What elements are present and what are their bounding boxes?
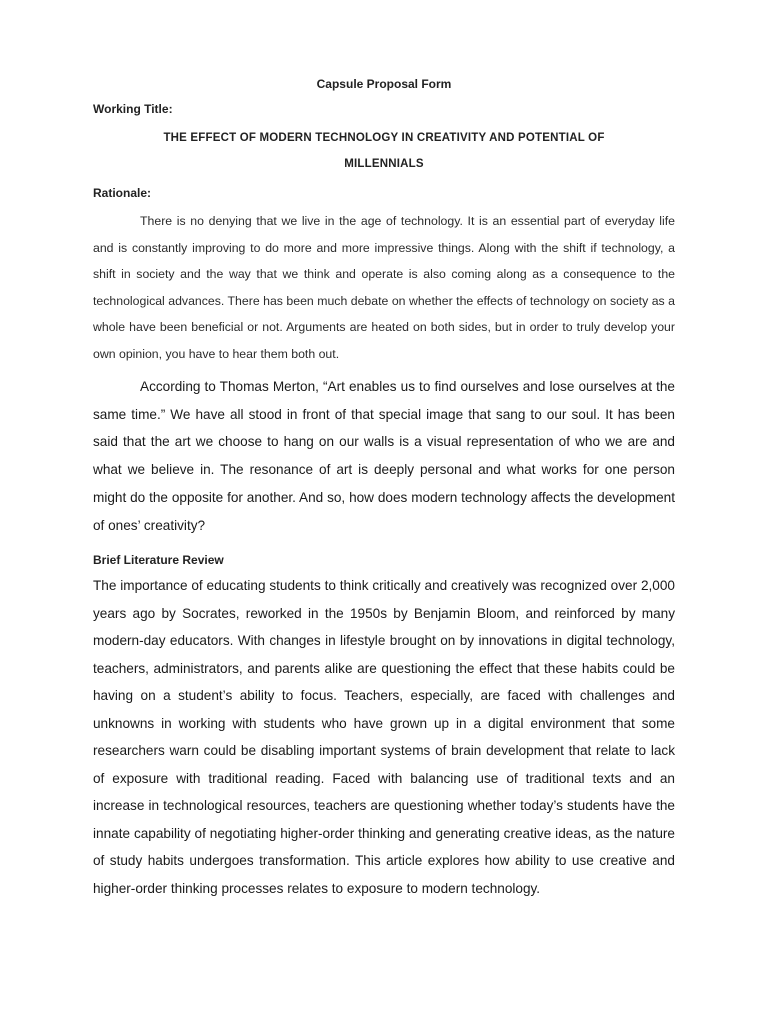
literature-review-paragraph: The importance of educating students to think critically and creatively was recognized over 2,000 years ago by Socrates, reworked in the 1950s by Benjamin Bloom, and reinforced by many modern-day educators. With changes in lifestyle brought on by innovations in digital technology, teachers, administrators, and parents alike are questioning the effect that these habits could be having on a student’s ability to focus. Teachers, especially, are faced with challenges and unknowns in working with students who have grown up in a digital environment that some researchers warn could be disabling important systems of brain development that relate to lack of exposure with traditional reading. Faced with balancing use of traditional texts and an increase in technological resources, teachers are questioning whether today’s students have the innate capability of negotiating higher-order thinking and generating creative ideas, as the nature of study habits undergoes transformation. This article explores how ability to use creative and higher-order thinking processes relates to exposure to modern technology. [93,578,675,896]
literature-review-heading: Brief Literature Review [93,553,224,567]
rationale-paragraph-2: According to Thomas Merton, “Art enables us to find ourselves and lose ourselves at the same time.” We have all stood in front of that special image that sang to our soul. It has been said that the art we choose to hang on our walls is a visual representation of who we are and what we believe in. The resonance of art is deeply personal and what works for one person might do the opposite for another. And so, how does modern technology affects the development of ones’ creativity? [93,379,675,533]
proposal-title: THE EFFECT OF MODERN TECHNOLOGY IN CREATIVITY AND POTENTIAL OF MILLENNIALS [163,132,605,170]
form-title: Capsule Proposal Form [316,77,452,91]
rationale-paragraph-1: There is no denying that we live in the age of technology. It is an essential part of everyday life and is constantly improving to do more and more impressive things. Along with the shift if technology, a shift in society and the way that we think and operate is also coming along as a consequence to the technological advances. There has been much debate on whether the effects of technology on society as a whole have been beneficial or not. Arguments are heated on both sides, but in order to truly develop your own opinion, you have to hear them both out. [93,214,675,361]
working-title-label: Working Title: [93,102,173,116]
rationale-heading: Rationale: [93,186,152,200]
